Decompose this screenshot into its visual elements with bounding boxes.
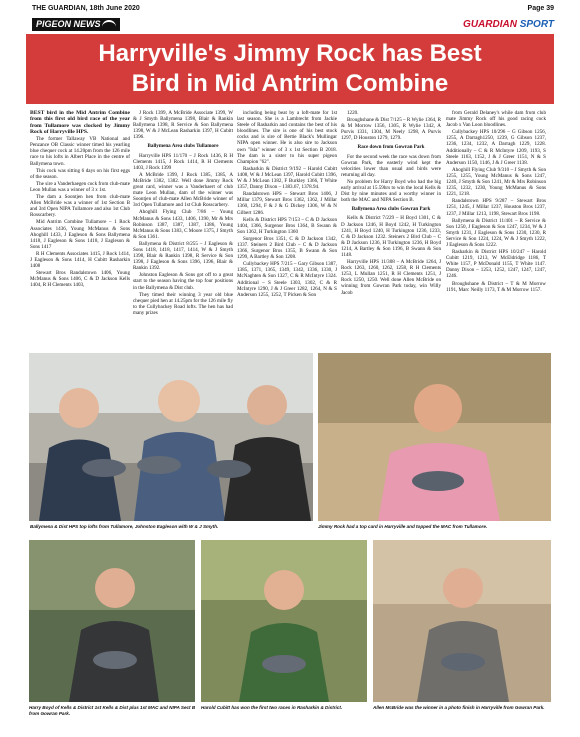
- article-paragraph: Cullybackey HPS 7/215 – Gary Gibson 1387, 1385, 1371, 1365, 1349, 1342, 1336, 1330, J McNaghten & Son 1327, C & R McIntyre 1324. Additional – S Steele 1303, 1302, C & R McIntyre 1290, J & J Greer 1282, 1264, N & S Anderson 1255, 1252, T Picken & Son: [237, 261, 337, 298]
- caption-tullamore-top-lofts: Ballymena & Dist HPS top lofts from Tullamore, Johnston Eagleson with W & J Smyth.: [30, 524, 219, 529]
- article-subheading: Ballymena Area clubs Gowran Park: [351, 206, 431, 213]
- pigeon-wing-icon: [102, 20, 116, 30]
- article-paragraph: Harryville HPS 11/308 – A McBride 1264, J Rock 1263, 1260, 1262, 1258, R H Clements 1253, L Mullan 1251, R H Clements 1251, J Rock 1250, 1250. Well done Allen McBride on winning from Gowran Park today, win Willy Jacob: [341, 259, 441, 296]
- photo-allen-mcbride-illustration: [373, 540, 551, 702]
- article-paragraph: from Gerald Delaney's while dam from club mate Jimmy Rock off his good racing cock Jacob x Van Loon bloodlines.: [446, 110, 546, 129]
- article-paragraph: Ahoghill Flying Club 9/310 – J Smyth & Son 1255, 1255, Young McManus & Sons 1247, 1240, J Smyth & Son 1241, Mr & Mrs Robinson 1235, 1232, 1230, Young McManus & Sons 1221, 1218.: [446, 166, 546, 198]
- article-column-5: [446, 110, 546, 350]
- photo-jimmy-rock-illustration: [318, 353, 551, 521]
- caption-harry-boyd: Harry Boyd of Kells & District 1st Kells & Dist plus 1st MAC and NIPA Sect B from Gowran Park.: [29, 705, 196, 716]
- article-lead: BEST bird in the Mid Antrim Combine from this first old bird race of the year from Tullamore was clocked by Jimmy Rock of Harryville HPS.: [30, 110, 130, 135]
- caption-allen-mcbride: Allen McBride was the winner in a photo finish in Harryville from Gowran Park.: [373, 705, 545, 710]
- article-column-3: [237, 110, 337, 350]
- headline-line2: Bird in Mid Antrim Combine: [131, 70, 449, 97]
- photo-harry-boyd: [29, 540, 195, 702]
- article-paragraph: Broughshane & Dist 7/125 – R Wylie 1364, R & M Morrow 1356, 1305, R Wylie 1342, A Purvis 1331, 1304, M Neely 1298, A Purvis 1297, D Houston 1279, 1279.: [341, 117, 441, 142]
- article-paragraph: Kells & District HPS 7/153 – C & D Jackson 1404, 1366, Surgenor Bros 1364, B Swann & Son 1362, H Turkington 1360: [237, 216, 337, 235]
- article-subheading: Ballymena Area clubs Tullamore: [147, 143, 219, 150]
- article-paragraph: No problem for Harry Boyd who had the big early arrival at 15.59hrs to win the local Kells & Dist by nine minutes and a worthy winner in both the MAC and NIPA Section B.: [341, 178, 441, 204]
- article-paragraph: Ahoghill Flying Club 7/86 – Young McManus & Sons 1433, 1406, 1390, Mr & Mrs Robinson 1387, 1387, 1387, 1386, Young McManus & Sons 1383, C Moore 1375, J Smyth & Son 1361.: [133, 209, 233, 240]
- photo-tullamore-top-lofts: [29, 353, 313, 521]
- article-paragraph: Randalstown HPS 9/287 – Stewart Bros 1251, 1245, J Millar 1237, Houston Bros 1237, 1237, J Millar 1213, 1198, Stewart Bros 1198.: [446, 198, 546, 217]
- article-paragraph: This cock was sitting 6 days on his first eggs of the season.: [30, 167, 130, 180]
- headline: [26, 34, 554, 104]
- article-paragraph: Johnston Eagleson & Sons got off to a great start to the season having the top four positions in the Ballymena & Dist club.: [133, 272, 233, 291]
- article-paragraph: Ballymena & District 11/401 – R Service & Son 1250, J Eagleson & Son 1247, 1234, W & J Smyth 1231, J Eagleson & Sons 1230, 1230, R Service & Son 1224, 1224, W & J Smyth 1222, J Eagleson & Sons 1222.: [446, 217, 546, 248]
- article-paragraph: Stewart Bros Randalstown 1406, Young McManus & Sons 1406, C & D Jackson Kells 1404, R H Clements 1403,: [30, 270, 130, 289]
- article-paragraph: Ballymena & District 8/255 – J Eagleson & Sons 1418, 1418, 1417, 1414, W & J Smyth 1398, Blair & Rankin 1398, R Service & Son 1398, J Eagleson & Sons 1396, 1396, Blair & Rankin 1392.: [133, 240, 233, 272]
- article-paragraph: For the second week the race was down from Gowran Park, the easterly wind kept the velocities lower than usual and birds were returning all day.: [341, 153, 441, 178]
- section-tag-label: PIGEON NEWS: [36, 19, 101, 29]
- article-paragraph: Surgenor Bros 1351, C & D Jackson 1342, 1337. Steiners 2 Bird Club – C & D Jackson 1366, Surgenor Bros 1355, B Swann & Son 1299, A Bartley & Son 1208.: [237, 235, 337, 261]
- article-paragraph: Kells & District 7/229 – H Boyd 1301, C & D Jackson 1246, H Boyd 1242, H Turkington 1241, H Boyd 1240, H Turkington 1236, 1233, C & D Jackson 1232. Steiners 2 Bird Club – C & D Jackson 1236, H Turkington 1236, H Boyd 1214, A Bartley & Son 1196, B Swann & Son 1148.: [341, 215, 441, 258]
- article-paragraph: Broughshane & District – T & M Morrow 1191, Marc Neilly 1173, T & M Morrow 1157.: [446, 280, 546, 293]
- article-subheading: Race down from Gowran Park: [357, 144, 425, 151]
- article-paragraph: Rasharkin & District HPS 10/247 – Harold Cubitt 1219, 1213, W McEldridge 1186, T White 1157, P McDonald 1155, T White 1147. Danny Dixon – 1253, 1252, 1247, 1247, 1247, 1246.: [446, 249, 546, 280]
- article-paragraph: A McBride 1399, J Rock 1385, 1385, A McBride 1382, 1382. Well done Jimmy Rock great card, winner was a Vanderhaert of club mate Leon Mullan, dam of the winner was Soontjen of club-mate Allen McBride winner of 3rd Open Tullamore and 1st Club Rosscarbery.: [133, 171, 233, 209]
- article-paragraph: Harryville HPS 11/170 – J Rock 1436, R H Clements 1415, J Rock 1414, R H Clements 1403, J Rock 1399: [133, 152, 233, 171]
- caption-jimmy-rock: Jimmy Rock had a top card in Harryville and topped the MAC from Tullamore.: [318, 524, 488, 529]
- headline-line1: Harryville's Jimmy Rock has Best: [98, 40, 482, 67]
- brand-sport: SPORT: [519, 19, 554, 30]
- masthead-left: THE GUARDIAN, 18th June 2020: [32, 5, 140, 12]
- photo-harold-cubitt: [201, 540, 367, 702]
- article-paragraph: Cullybackey HPS 10/296 – G Gibson 1256, 1255, A Darragh1250, 1239, G Gibson 1237, 1236, 1234, 1232, A Darragh 1229, 1228. Additionally – C & R McIntyre 1209, 1193, S Steele 1163, 1152, J & J Greer 1151, N & S Anderson 1150, 1146, J & J Greer 1138.: [446, 129, 546, 166]
- article-column-4: [341, 110, 441, 350]
- article-paragraph: The former Tallaway VB National and Penzance OB Classic winner timed his yearling blue chequer cock at 14.20pm from the 126 mile race to his lofts in Albert Place in the centre of Ballymena town.: [30, 136, 130, 167]
- article-paragraph: J Rock 1399, A McBride Associate 1399, W & J Smyth Ballymena 1398, Blair & Rankin Ballymena 1398, R Service & Son Ballymena 1398, W & J McLean Rasharkin 1397, H Cubitt 1396.: [133, 110, 233, 141]
- article-paragraph: R H Clements Associates 1415, J Rock 1414, J Eagleson & Sons 1414, H Cubitt Rasharkin 1408: [30, 250, 130, 270]
- article-paragraph: They timed their winning 3 year old blue chequer pied hen at 14.25pm for the 126 mile fly to the Cullybackey Road lofts. The hen has had many prizes: [133, 291, 233, 316]
- article-column-1: [30, 110, 130, 350]
- article-paragraph: The dam a Soontjen hen from club-mate Allen McBride was a winner of 1st Section B and 3rd Open NIPA Tullamore and also 1st Club Rosscarbery.: [30, 194, 130, 219]
- article-paragraph: 1220.: [347, 110, 359, 116]
- article-paragraph: Randalstown HPS – Stewart Bros 1406, J Millar 1379, Stewart Bros 1362, 1362, J Millar 1360, 1294, F & J & G Dickey 1306, W & N Gilbert 1286.: [237, 191, 337, 216]
- photo-allen-mcbride: [373, 540, 551, 702]
- article-column-2: [133, 110, 233, 350]
- article-paragraph: Mid Antrim Combine Tullamore – 1 Rock Associates 1436, Young McManus & Sons Ahoghill 1433, J Eagleson & Sons Ballymena 1418, J Eagleson & Sons 1418, J Eagleson & Sons 1417: [30, 219, 130, 250]
- photo-tullamore-illustration: [29, 353, 313, 521]
- masthead-bar: [0, 0, 580, 16]
- section-tag: [32, 18, 120, 31]
- brand-guardian: GUARDIAN: [463, 19, 517, 30]
- caption-harold-cubitt: Harold Cubitt has won the first two races in Rasharkin & District.: [201, 705, 343, 710]
- page-number: Page 39: [527, 5, 554, 12]
- article-paragraph: The sire a Vanderhaegen cock from club-mate Leon Mullan was a winner of 3 x 1st.: [30, 180, 130, 193]
- photo-harold-cubitt-illustration: [201, 540, 367, 702]
- article-paragraph: Rasharkin & District 9/192 – Harold Cubitt 1408, W & J McLean 1397, Harold Cubitt 1396, W & J McLean 1382, F Burkley 1366, T White 1357, Danny Dixon – 1383.67, 1378.94.: [237, 165, 337, 191]
- brand-logo: [463, 19, 554, 30]
- article-paragraph: including being beat by a loft-mate for 1st last season. She is a Lambrecht from Jackie Steele of Rasharkin and contains the best of his bloodlines. The sire is one of his best stock cocks and is sire of Bertie Black's Mullingar NIPA open winner. He is also sire to Jackson own "Isla" winner of 3 x 1st Section B 2018. The dam is a sister to his super pigeon Champion "62".: [237, 110, 337, 165]
- photo-jimmy-rock: [318, 353, 551, 521]
- photo-harry-boyd-illustration: [29, 540, 195, 702]
